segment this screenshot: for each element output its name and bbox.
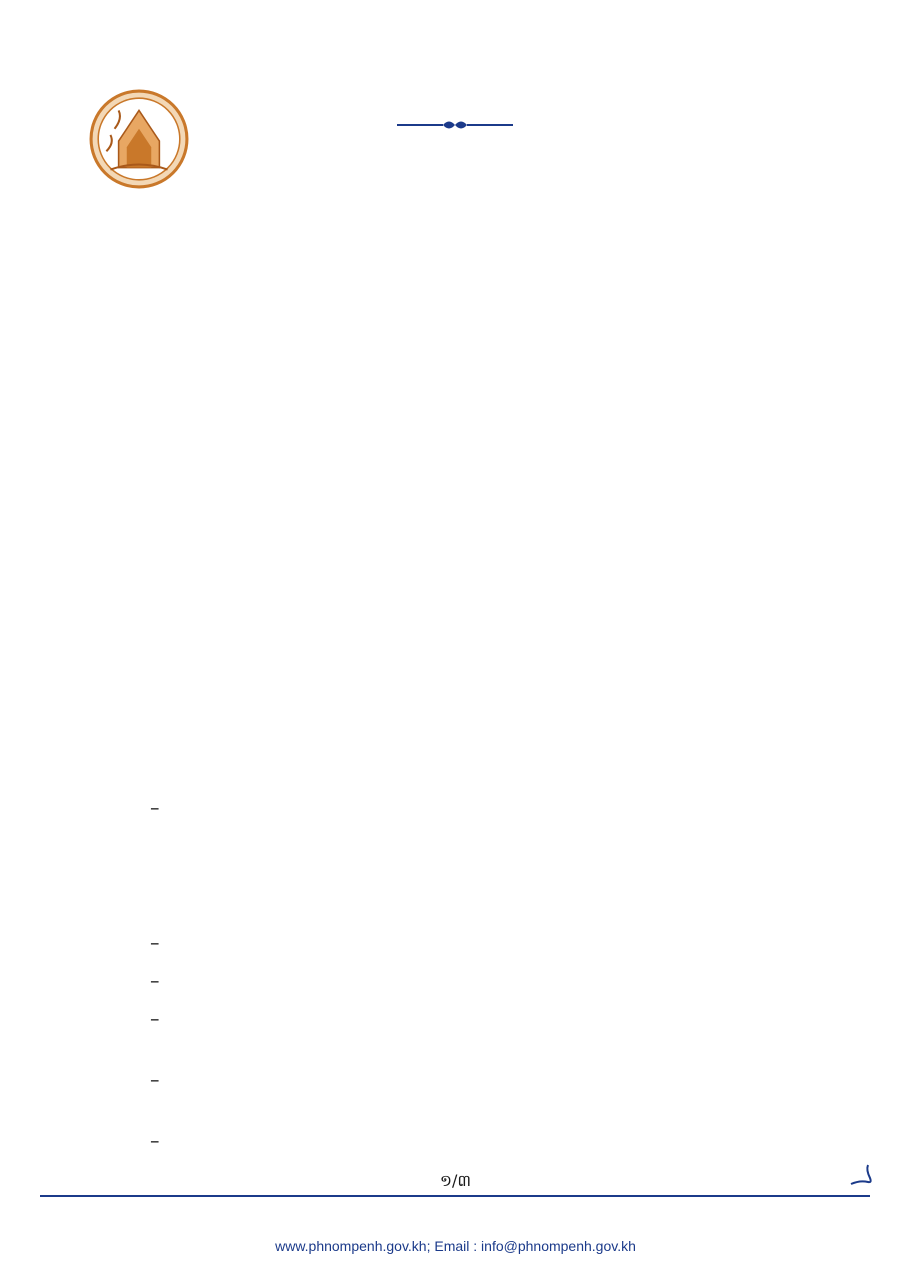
footer-divider	[40, 1195, 870, 1197]
list-dash: –	[150, 970, 160, 992]
list-dash: –	[150, 1008, 160, 1030]
footer-contact: www.phnompenh.gov.kh; Email : info@phnompenh.gov.kh	[275, 1238, 636, 1254]
list-dash: –	[150, 1069, 160, 1091]
list-dash: –	[150, 797, 160, 819]
municipal-seal-icon	[88, 88, 190, 190]
ornament-divider-icon	[395, 118, 515, 132]
list-dash: –	[150, 932, 160, 954]
signature-mark-icon	[848, 1162, 874, 1188]
list-dash: –	[150, 1130, 160, 1152]
page-number: ១/៣	[439, 1171, 472, 1190]
